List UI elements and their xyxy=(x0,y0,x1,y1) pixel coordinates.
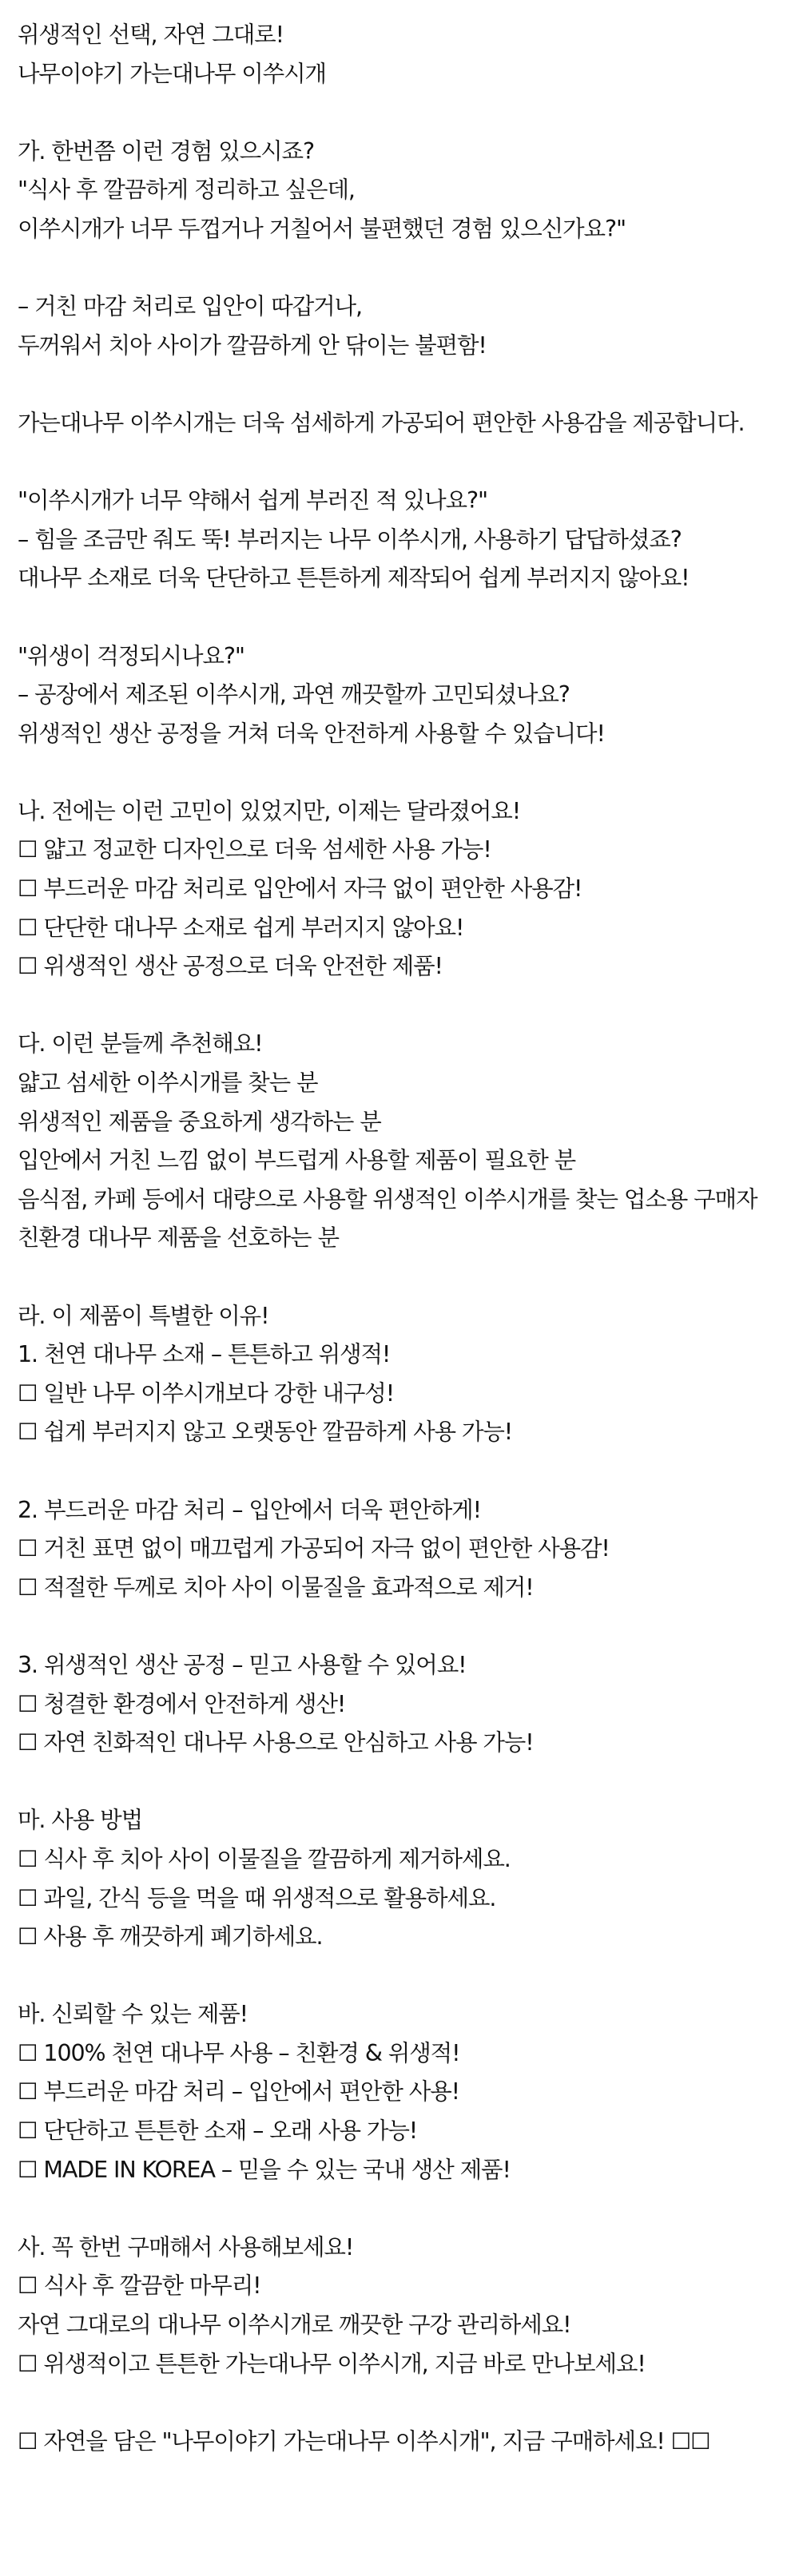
text-line: ☐ 과일, 간식 등을 먹을 때 위생적으로 활용하세요. xyxy=(18,1884,496,1911)
text-line: 위생적인 선택, 자연 그대로! xyxy=(18,22,284,48)
text-line: 나. 전에는 이런 고민이 있었지만, 이제는 달라졌어요! xyxy=(18,797,521,824)
text-line: ☐ 위생적이고 튼튼한 가는대나무 이쑤시개, 지금 바로 만나보세요! xyxy=(18,2350,646,2377)
text-line: ☐ 100% 천연 대나무 사용 – 친환경 & 위생적! xyxy=(18,2039,460,2066)
blank-line xyxy=(18,753,799,792)
text-line: 3. 위생적인 생산 공정 – 믿고 사용할 수 있어요! xyxy=(18,1651,467,1678)
text-line: 자연 그대로의 대나무 이쑤시개로 깨끗한 구강 관리하세요! xyxy=(18,2312,571,2339)
text-line: ☐ 부드러운 마감 처리 – 입안에서 편안한 사용! xyxy=(18,2078,459,2106)
blank-line xyxy=(18,2383,799,2423)
text-line: 친환경 대나무 제품을 선호하는 분 xyxy=(18,1224,339,1252)
text-line: – 힘을 조금만 줘도 뚝! 부러지는 나무 이쑤시개, 사용하기 답답하셨죠? xyxy=(18,526,682,553)
text-line: ☐ 자연을 담은 "나무이야기 가는대나무 이쑤시개", 지금 구매하세요! ☐☐ xyxy=(18,2427,710,2455)
text-line: – 공장에서 제조된 이쑤시개, 과연 깨끗할까 고민되셨나요? xyxy=(18,681,570,708)
blank-line xyxy=(18,249,799,288)
blank-line xyxy=(18,1607,799,1646)
text-line: 사. 꼭 한번 구매해서 사용해보세요! xyxy=(18,2233,354,2260)
text-line: ☐ 쉽게 부러지지 않고 오랫동안 깔끔하게 사용 가능! xyxy=(18,1419,513,1446)
blank-line xyxy=(18,1258,799,1297)
text-line: ☐ 거친 표면 없이 매끄럽게 가공되어 자극 없이 편안한 사용감! xyxy=(18,1535,610,1562)
text-line: ☐ MADE IN KOREA – 믿을 수 있는 국내 생산 제품! xyxy=(18,2156,511,2183)
text-line: ☐ 사용 후 깨끗하게 폐기하세요. xyxy=(18,1923,323,1951)
text-line: ☐ 자연 친화적인 대나무 사용으로 안심하고 사용 가능! xyxy=(18,1729,534,1756)
text-line: ☐ 위생적인 생산 공정으로 더욱 안전한 제품! xyxy=(18,953,443,980)
blank-line xyxy=(18,443,799,482)
blank-line xyxy=(18,93,799,133)
text-line: ☐ 적절한 두께로 치아 사이 이물질을 효과적으로 제거! xyxy=(18,1574,534,1601)
text-line: "위생이 걱정되시나요?" xyxy=(18,642,244,669)
text-line: 1. 천연 대나무 소재 – 튼튼하고 위생적! xyxy=(18,1341,391,1368)
text-line: ☐ 단단한 대나무 소재로 쉽게 부러지지 않아요! xyxy=(18,914,464,941)
blank-line xyxy=(18,365,799,404)
text-line: – 거친 마감 처리로 입안이 따갑거나, xyxy=(18,293,362,320)
blank-line xyxy=(18,598,799,637)
text-line: 위생적인 생산 공정을 거쳐 더욱 안전하게 사용할 수 있습니다! xyxy=(18,720,605,747)
blank-line xyxy=(18,2189,799,2229)
text-line: ☐ 얇고 정교한 디자인으로 더욱 섬세한 사용 가능! xyxy=(18,836,491,863)
text-line: ☐ 부드러운 마감 처리로 입안에서 자극 없이 편안한 사용감! xyxy=(18,875,582,903)
text-line: 두꺼워서 치아 사이가 깔끔하게 안 닦이는 불편함! xyxy=(18,331,487,359)
text-line: 대나무 소재로 더욱 단단하고 튼튼하게 제작되어 쉽게 부러지지 않아요! xyxy=(18,565,690,592)
text-line: 나무이야기 가는대나무 이쑤시개 xyxy=(18,60,326,87)
text-line: "식사 후 깔끔하게 정리하고 싶은데, xyxy=(18,177,355,204)
text-line: 라. 이 제품이 특별한 이유! xyxy=(18,1302,269,1329)
blank-line xyxy=(18,986,799,1026)
text-line: ☐ 일반 나무 이쑤시개보다 강한 내구성! xyxy=(18,1379,395,1407)
blank-line xyxy=(18,1957,799,1996)
text-line: 마. 사용 방법 xyxy=(18,1807,143,1834)
text-line: ☐ 식사 후 치아 사이 이물질을 깔끔하게 제거하세요. xyxy=(18,1845,511,1872)
text-line: 가는대나무 이쑤시개는 더욱 섬세하게 가공되어 편안한 사용감을 제공합니다. xyxy=(18,409,745,436)
text-line: 얇고 섬세한 이쑤시개를 찾는 분 xyxy=(18,1070,318,1097)
text-line: "이쑤시개가 너무 약해서 쉽게 부러진 적 있나요?" xyxy=(18,487,487,514)
text-line: 다. 이런 분들께 추천해요! xyxy=(18,1030,263,1058)
text-line: ☐ 식사 후 깔끔한 마무리! xyxy=(18,2272,261,2300)
text-line: 가. 한번쯤 이런 경험 있으시죠? xyxy=(18,137,314,165)
text-line: 입안에서 거친 느낌 없이 부드럽게 사용할 제품이 필요한 분 xyxy=(18,1147,576,1174)
text-line: 음식점, 카페 등에서 대량으로 사용할 위생적인 이쑤시개를 찾는 업소용 구매자 xyxy=(18,1185,757,1213)
blank-line xyxy=(18,1452,799,1491)
text-line: ☐ 청결한 환경에서 안전하게 생산! xyxy=(18,1690,346,1717)
text-line: 이쑤시개가 너무 두껍거나 거칠어서 불편했던 경험 있으신가요?" xyxy=(18,215,626,242)
text-line: 위생적인 제품을 중요하게 생각하는 분 xyxy=(18,1108,381,1135)
text-line: 바. 신뢰할 수 있는 제품! xyxy=(18,2001,248,2028)
blank-line xyxy=(18,1763,799,1802)
text-line: 2. 부드러운 마감 처리 – 입안에서 더욱 편안하게! xyxy=(18,1496,481,1523)
text-line: ☐ 단단하고 튼튼한 소재 – 오래 사용 가능! xyxy=(18,2118,418,2145)
